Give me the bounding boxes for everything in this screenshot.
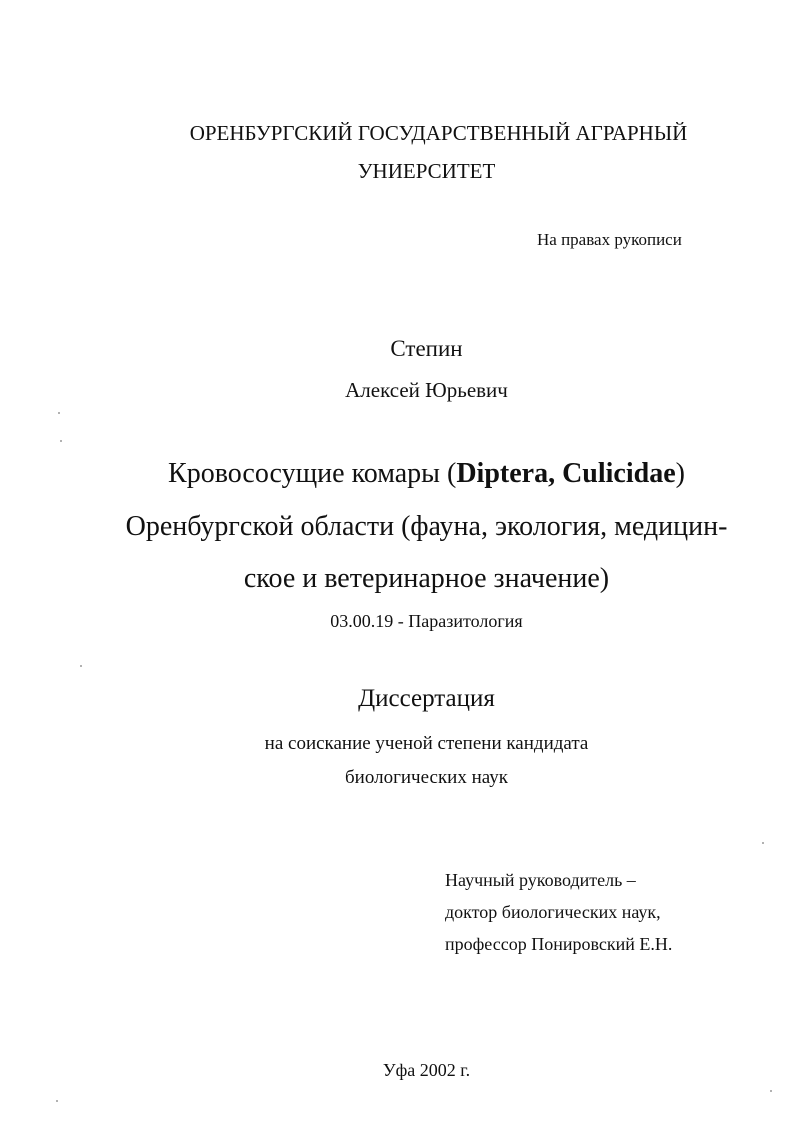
institution-line-1: ОРЕНБУРГСКИЙ ГОСУДАРСТВЕННЫЙ АГРАРНЫЙ: [189, 121, 688, 145]
scan-speck: [762, 842, 764, 844]
scan-speck: [770, 1090, 772, 1092]
scan-speck: [60, 440, 62, 442]
thesis-title-taxon: Diptera, Culicidae: [456, 458, 676, 489]
thesis-title-suffix: ): [675, 458, 685, 489]
thesis-title-prefix: Кровососущие комары (: [168, 458, 457, 489]
manuscript-note: На правах рукописи: [537, 230, 682, 249]
supervisor-line-1: Научный руководитель –: [445, 870, 636, 890]
thesis-title-line-3: ское и ветеринарное значение): [243, 563, 610, 594]
scan-speck: [80, 665, 82, 667]
thesis-title-line-1: [30, 458, 793, 490]
thesis-title-line-2: Оренбургской области (фауна, экология, медицин-: [125, 511, 728, 542]
scan-speck: [56, 1100, 58, 1102]
place-and-year: Уфа 2002 г.: [382, 1060, 471, 1080]
supervisor-line-3: профессор Понировский Е.Н.: [445, 934, 673, 954]
specialty-code: 03.00.19 - Паразитология: [330, 611, 523, 631]
supervisor-line-2: доктор биологических наук,: [445, 902, 661, 922]
author-surname: Степин: [390, 336, 463, 361]
scan-speck: [58, 412, 60, 414]
dissertation-heading: Диссертация: [358, 685, 495, 712]
author-given-names: Алексей Юрьевич: [345, 378, 508, 402]
degree-line-1: на соискание ученой степени кандидата: [264, 733, 589, 754]
institution-line-2: УНИЕРСИТЕТ: [357, 159, 496, 183]
degree-line-2: биологических наук: [345, 767, 508, 788]
